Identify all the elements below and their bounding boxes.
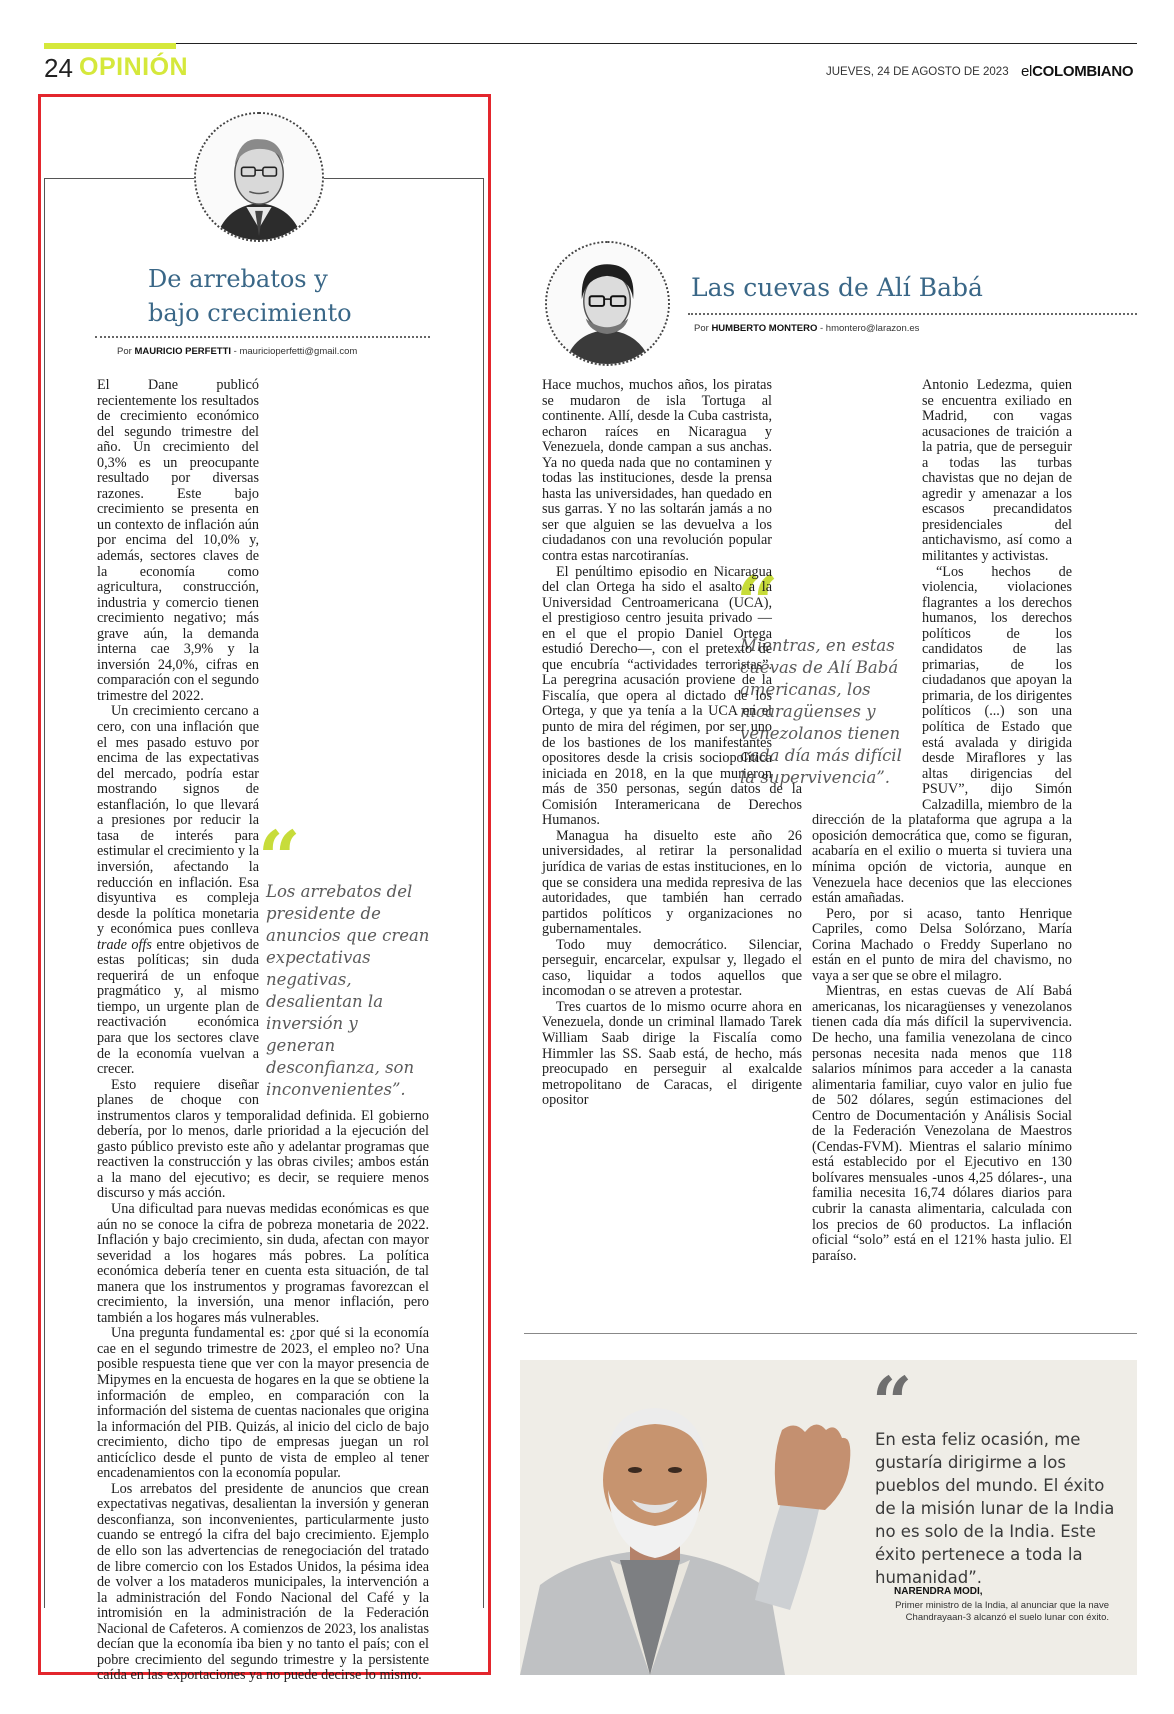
author-portrait-montero [545, 241, 670, 366]
section-title: OPINIÓN [79, 53, 189, 81]
pull-quote-space [812, 544, 922, 802]
article-title: Las cuevas de Alí Babá [691, 273, 983, 302]
quote-author-description: Primer ministro de la India, al anunciar que la nave Chandrayaan-3 alcanzó el suelo lunar con éxito. [895, 1600, 1109, 1623]
pull-quote: Mientras, en estas cuevas de Alí Babá americanas, los nicaragüenses y venezolanos tienen cada día más difícil la supervivencia”. [740, 636, 902, 787]
logo-prefix: el [1021, 63, 1033, 80]
paragraph: Una dificultad para nuevas medidas económicas es que aún no se conoce la cifra de pobreza monetaria de 2022. Inflación y bajo crecimiento, sin duda, afectan con mayor severidad a los hogares más pobres. La política económica debería tener en cuenta esta situación, de tal manera que los instrumentos y programas favorezcan el crecimiento, la inversión, una menor inflación, pero también a los hogares más vulnerables. [97, 1200, 429, 1326]
article-body-col1 [542, 378, 802, 1109]
author-email: - hmontero@larazon.es [819, 323, 920, 334]
article-body-col2 [812, 378, 1072, 1264]
quote-mark-icon: “ [736, 561, 779, 647]
portrait-illustration [547, 243, 668, 364]
paragraph: Mientras, en estas cuevas de Alí Babá americanas, los nicaragüenses y venezolanos tienen cada día más difícil la supervivencia. De hecho, una familia venezolana de cinco personas necesita nada menos que 118 salarios mínimos para acceder a la canasta alimentaria familiar, cuyo valor en julio fue de 502 dólares, según estimaciones del Centro de Documentación y Análisis Social de la Federación Venezolana de Maestros (Cendas-FVM). Mientras el salario mínimo está establecido por el Ejecutivo en 130 bolívares mensuales -unos 4,25 dólares-, una familia necesita 16,74 dólares diarios para cubrir la canasta alimentaria, calculada con los precios de 60 productos. La inflación oficial “solo” está en el 121% hasta julio. El paraíso. [812, 983, 1072, 1264]
author-name: HUMBERTO MONTERO [711, 323, 818, 334]
paragraph: Una pregunta fundamental es: ¿por qué si la economía cae en el segundo trimestre de 2023, el empleo no? Una posible respuesta tiene que ver con la mayor presencia de Mipymes en la encuesta de hogares en la que se obtiene la información de empleo, en comparación con la información del sistema de cuentas nacionales que origina la información del PIB. Quizás, al inicio del ciclo de bajo crecimiento, dicho tipo de empresas juegan un rol anticíclico desde el punto de vista de empleo al tener encadenamientos con la economía popular. [97, 1325, 429, 1482]
paragraph: Los arrebatos del presidente de anuncios que crean expectativas negativas, desalientan la inversión y generan desconfianza, son inconvenientes, particularmente justo cuando se entregó la cifra del bajo crecimiento. Ejemplo de ello son las advertencias de renegociación del tratado de libre comercio con los Estados Unidos, la pésima idea de volver a los mataderos municipales, la intervención a la administración del Fondo Nacional del Café y la intromisión en la administración de la Federación Nacional de Cafeteros. A comienzos de 2023, los analistas decían que la economía iba bien y no tanto el país; con el pobre crecimiento del segundo trimestre y la persistente caída en las exportaciones ya no puede decirse lo mismo. [97, 1480, 429, 1684]
byline-prefix: Por [694, 323, 709, 334]
title-divider [688, 313, 1137, 315]
section-accent-bar [44, 43, 176, 49]
newspaper-logo [1021, 63, 1133, 80]
paragraph: Esto requiere diseñar planes de choque con instrumentos claros y temporalidad definida. El gobierno debería, por lo menos, darle prioridad a la ejecución del gasto público previsto este año y adelantar programas que reactiven la construcción y las obras civiles; ambos están a la mano del ejecutivo; es decir, se requiere menos discurso y más acción. [97, 1076, 429, 1202]
paragraph: El penúltimo episodio en Nicaragua del clan Ortega ha sido el asalto a la Universidad Centroamericana (UCA), el prestigioso centro jesuita privado —en el que el propio Daniel Ortega estudió Derecho—, con el pretexto de que encubría “actividades terroristas”. La peregrina acusación proviene de la Fiscalía, que opera al dictado de los Ortega, y que ya tenía a la UCA en el punto de mira del régimen, por ser uno de los bastiones de los manifestantes opositores desde la crisis sociopolítica iniciada en 2018, en la que murieron más de 350 personas, según datos de la Comisión Interamericana de Derechos Humanos. [542, 563, 802, 829]
page-number: 24 [44, 53, 73, 83]
paragraph: El Dane publicó recientemente los resultados de crecimiento económico del segundo trimestre del año. Un crecimiento del 0,3% es un preocupante resultado por diversas razones. Este bajo crecimiento se presenta en un contexto de inflación aún por encima del 10,0% y, además, sectores claves de la economía como agricultura, construcción, industria y comercio tienen crecimiento negativo; más grave aún, la demanda interna cae 3,9% y la inversión 24,0%, cifras en comparación con el segundo trimestre del 2022. [97, 377, 259, 704]
paragraph: Managua ha disuelto este año 26 universidades, al retirar la personalidad jurídica de varias de estas instituciones, en lo que se considera una medida represiva de las autoridades, que también han cerrado partidos políticos y organizaciones no gubernamentales. [542, 827, 802, 938]
header-rule [44, 43, 1137, 44]
author-name: MAURICIO PERFETTI [134, 346, 232, 357]
pull-quote: Los arrebatos del presidente de anuncios que crean expectativas negativas, desalientan la inversión y generan desconfianza, son inconvenientes”. [266, 882, 430, 1099]
section-divider [524, 1333, 1137, 1334]
paragraph: Hace muchos, muchos años, los piratas se mudaron de isla Tortuga al continente. Allí, desde la Cuba castrista, echaron raíces en Nicaragua y Venezuela, donde campan a sus anchas. Ya no queda nada que no contaminen y todas las instituciones, desde la prensa hasta las universidades, han quedado en sus garras. Y no las soltarán jamás a no ser que alguien se las devuelva a los ciudadanos con una revolución popular contra estas narcotiranías. [542, 377, 772, 565]
quote-mark-icon: “ [258, 816, 301, 902]
quote-author: NARENDRA MODI, [894, 1586, 983, 1597]
byline [694, 323, 919, 334]
quote-mark-icon: “ [872, 1361, 913, 1444]
article-title [148, 262, 448, 330]
author-email: - mauricioperfetti@gmail.com [233, 346, 358, 357]
article-body [97, 378, 429, 1684]
logo-name: COLOMBIANO [1032, 63, 1134, 80]
author-portrait-perfetti [194, 112, 324, 242]
paragraph: Tres cuartos de lo mismo ocurre ahora en Venezuela, donde un criminal llamado Tarek William Saab dirige la Fiscalía como Himmler las SS. Saab está, de hecho, más preocupado en perseguir al exalcalde metropolitano de Caracas, el dirigente opositor [542, 998, 802, 1109]
portrait-illustration [196, 114, 322, 240]
pull-quote-space [258, 816, 429, 1097]
title-line-2: bajo crecimiento [148, 299, 352, 327]
paragraph: Pero, por si acaso, tanto Henrique Capriles, como Delsa Solórzano, María Corina Machado o Freddy Superlano no están en el punto de mira del chavismo, no vaya a ser que se obre el milagro. [812, 905, 1072, 984]
paragraph: Un crecimiento cercano a cero, con una inflación que el mes pasado estuvo por encima de las expectativas del mercado, podría estar mostrando signos de estanflación, lo que llevará a presiones por reducir la tasa de interés para estimular el crecimiento y la inversión, afectando la reducción en inflación. Esa disyuntiva es compleja desde la política monetaria y económica pues conlleva trade offs entre objetivos de estas políticas; sin duda requerirá de un enfoque pragmático y, al mismo tiempo, un urgente plan de reactivación económica para que los sectores clave de la economía vuelvan a crecer. [97, 703, 260, 1078]
pull-quote-space [772, 544, 802, 776]
byline [117, 346, 357, 357]
title-divider [95, 336, 430, 338]
issue-date: JUEVES, 24 DE AGOSTO DE 2023 [826, 66, 1009, 78]
paragraph: “Los hechos de violencia, violaciones flagrantes a los derechos humanos, los derechos políticos de los candidatos de las primarias, de los ciudadanos que apoyan la primaria, de los dirigentes políticos (...) son una política de Estado que está avalada y dirigida desde Miraflores y las altas dirigencias del PSUV”, dijo Simón Calzadilla, miembro de la dirección de la plataforma que agrupa a la oposición democrática que, como se figuran, acabaría en el exilio o muerta si tuviera una mínima opción de victoria, aunque en Venezuela hace decenios que las elecciones están amañadas. [812, 563, 1072, 907]
title-line-1: De arrebatos y [148, 265, 328, 293]
featured-quote: En esta feliz ocasión, me gustaría dirigirme a los pueblos del mundo. El éxito de la misión lunar de la India no es solo de la India. Este éxito pertenece a toda la humanidad”. [875, 1430, 1115, 1587]
byline-prefix: Por [117, 346, 132, 357]
paragraph: Antonio Ledezma, quien se encuentra exiliado en Madrid, con vagas acusaciones de traición a la patria, que de perseguir a todas las turbas chavistas que no dejan de agredir y amenazar a los escasos precandidatos presidenciales del antichavismo, así como a militantes y activistas. [922, 377, 1072, 565]
paragraph: Todo muy democrático. Silenciar, perseguir, encarcelar, expulsar y, llegado el caso, liquidar a todos aquellos que incomodan o se atreven a protestar. [542, 936, 802, 1000]
